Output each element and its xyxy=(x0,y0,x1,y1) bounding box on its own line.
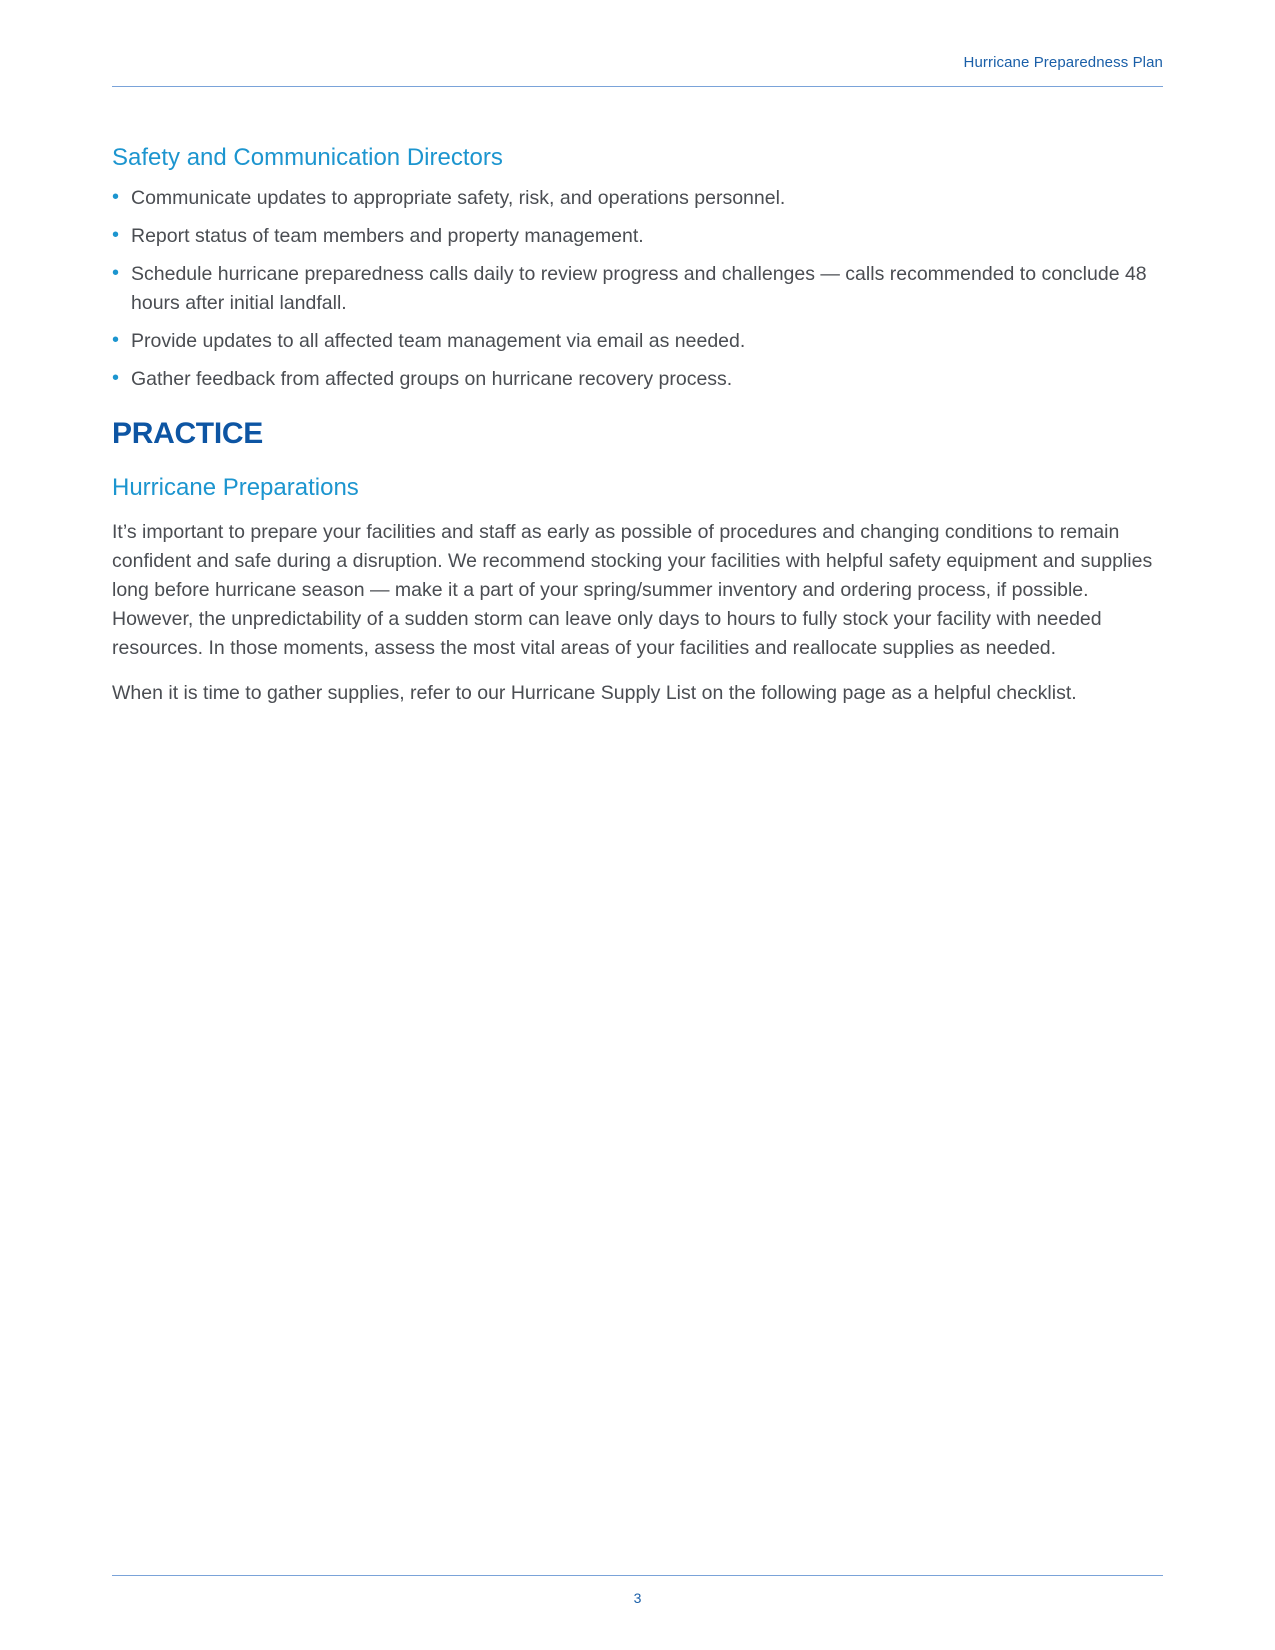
list-item xyxy=(112,327,1163,356)
header-rule xyxy=(112,86,1163,87)
bullet-icon: • xyxy=(112,329,120,351)
body-paragraph: It’s important to prepare your facilities and staff as early as possible of procedures and changing conditions to remain confident and safe during a disruption. We recommend stocking your facilities with helpful safety equipment and supplies long before hurricane season — make it a part of your spring/summer inventory and ordering process, if possible. However, the unpredictability of a sudden storm can leave only days to hours to fully stock your facility with needed resources. In those moments, assess the most vital areas of your facilities and reallocate supplies as needed. xyxy=(112,521,1153,659)
safety-directors-heading: Safety and Communication Directors xyxy=(112,144,503,171)
list-item xyxy=(112,260,1163,318)
bullet-icon: • xyxy=(112,367,120,389)
list-item xyxy=(112,222,1163,251)
hurricane-preparations-heading: Hurricane Preparations xyxy=(112,474,359,501)
safety-directors-list xyxy=(112,184,1163,394)
practice-heading: PRACTICE xyxy=(112,417,263,450)
list-item-text: Provide updates to all affected team management via email as needed. xyxy=(131,330,746,352)
list-item-text: Communicate updates to appropriate safety, risk, and operations personnel. xyxy=(131,187,786,209)
footer-rule xyxy=(112,1575,1163,1576)
list-item xyxy=(112,184,1163,213)
list-item-text: Schedule hurricane preparedness calls daily to review progress and challenges — calls recommended to conclude 48 hours after initial landfall. xyxy=(131,263,1147,314)
bullet-icon: • xyxy=(112,262,120,284)
body-paragraph: When it is time to gather supplies, refer to our Hurricane Supply List on the following page as a helpful checklist. xyxy=(112,682,1077,704)
list-item-text: Report status of team members and property management. xyxy=(131,225,644,247)
page-content xyxy=(112,142,1163,708)
list-item-text: Gather feedback from affected groups on hurricane recovery process. xyxy=(131,368,733,390)
running-header: Hurricane Preparedness Plan xyxy=(963,54,1163,71)
list-item xyxy=(112,365,1163,394)
bullet-icon: • xyxy=(112,186,120,208)
bullet-icon: • xyxy=(112,224,120,246)
page-number: 3 xyxy=(633,1590,642,1606)
